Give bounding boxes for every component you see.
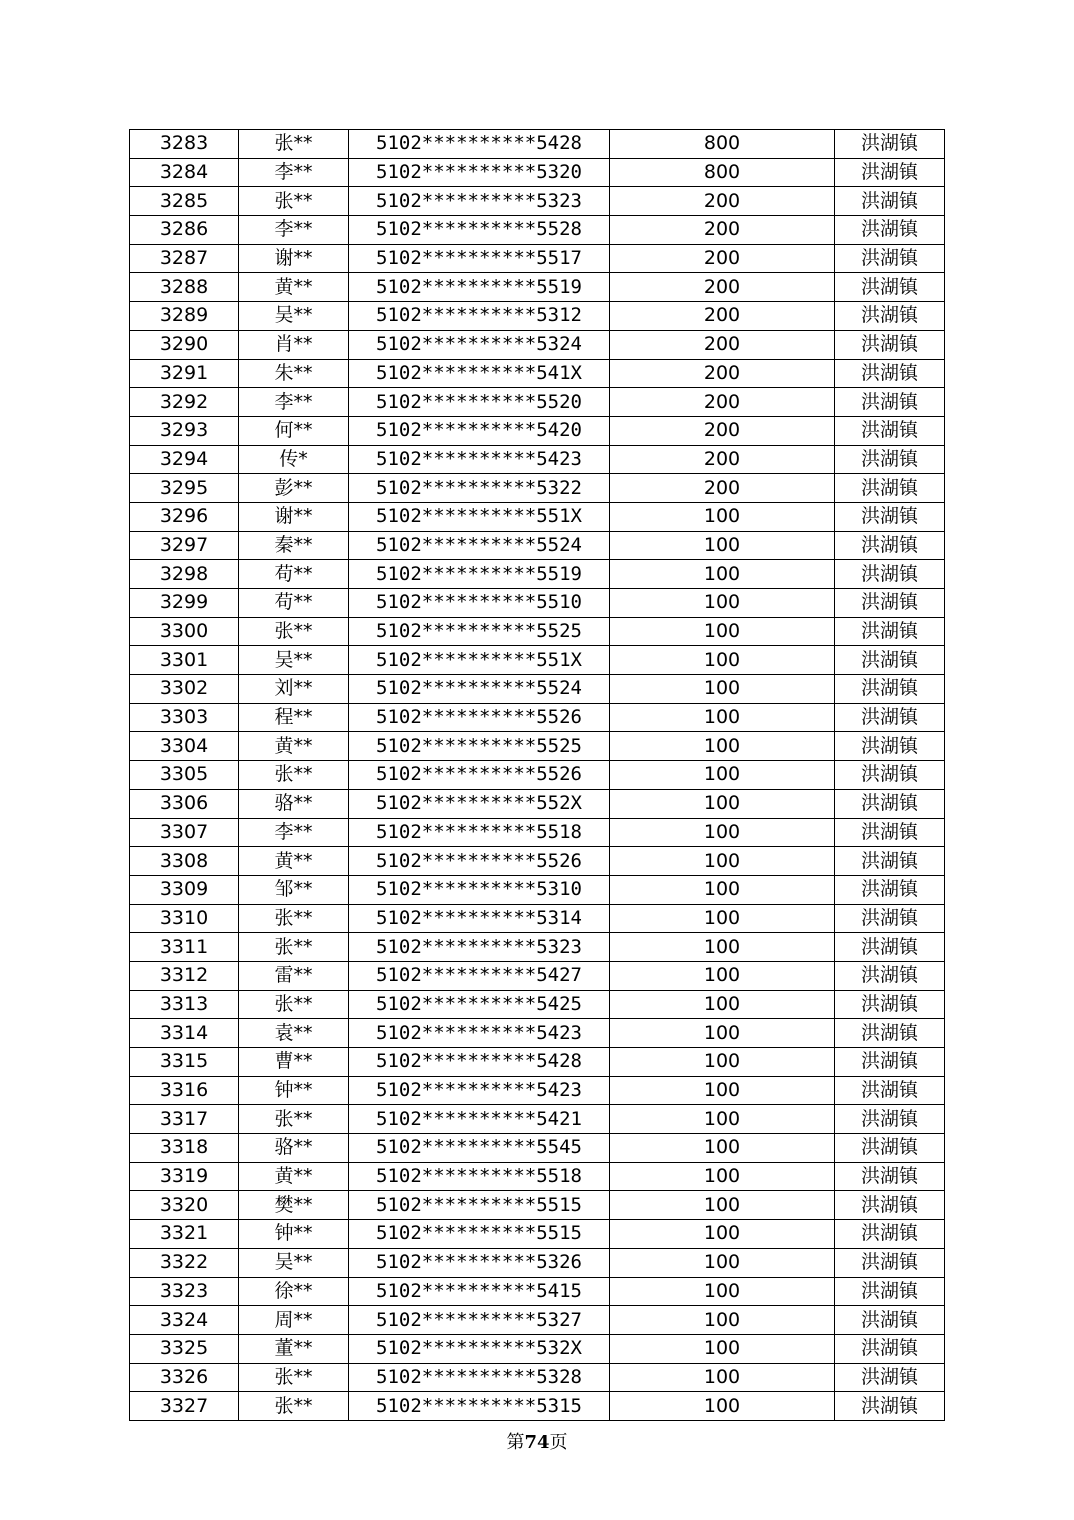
town-cell: 洪湖镇 (835, 158, 945, 187)
table-row (130, 1134, 945, 1163)
amount-cell: 100 (610, 646, 835, 675)
town-cell: 洪湖镇 (835, 502, 945, 531)
page-footer-suffix: 页 (549, 1432, 568, 1453)
serial-number-cell: 3298 (130, 560, 239, 589)
town-cell: 洪湖镇 (835, 244, 945, 273)
table-row (130, 617, 945, 646)
table-row (130, 961, 945, 990)
serial-number-cell: 3297 (130, 531, 239, 560)
amount-cell: 100 (610, 1019, 835, 1048)
town-cell: 洪湖镇 (835, 1019, 945, 1048)
town-cell: 洪湖镇 (835, 416, 945, 445)
amount-cell: 100 (610, 1134, 835, 1163)
town-cell: 洪湖镇 (835, 1191, 945, 1220)
id-number-cell: 5102**********5322 (349, 474, 610, 503)
id-number-cell: 5102**********5518 (349, 818, 610, 847)
id-number-cell: 5102**********5519 (349, 273, 610, 302)
id-number-cell: 5102**********5428 (349, 130, 610, 159)
name-cell: 董** (239, 1334, 349, 1363)
town-cell: 洪湖镇 (835, 445, 945, 474)
name-cell: 朱** (239, 359, 349, 388)
page-footer-prefix: 第 (506, 1432, 525, 1453)
serial-number-cell: 3309 (130, 875, 239, 904)
town-cell: 洪湖镇 (835, 1048, 945, 1077)
amount-cell: 100 (610, 703, 835, 732)
id-number-cell: 5102**********5320 (349, 158, 610, 187)
table-row (130, 933, 945, 962)
serial-number-cell: 3312 (130, 961, 239, 990)
name-cell: 李** (239, 158, 349, 187)
serial-number-cell: 3324 (130, 1306, 239, 1335)
name-cell: 刘** (239, 675, 349, 704)
town-cell: 洪湖镇 (835, 1334, 945, 1363)
id-number-cell: 5102**********5545 (349, 1134, 610, 1163)
serial-number-cell: 3292 (130, 388, 239, 417)
name-cell: 徐** (239, 1277, 349, 1306)
name-cell: 李** (239, 818, 349, 847)
id-number-cell: 5102**********5524 (349, 531, 610, 560)
serial-number-cell: 3306 (130, 789, 239, 818)
table-row (130, 388, 945, 417)
town-cell: 洪湖镇 (835, 675, 945, 704)
id-number-cell: 5102**********551X (349, 646, 610, 675)
amount-cell: 100 (610, 1334, 835, 1363)
id-number-cell: 5102**********5423 (349, 445, 610, 474)
name-cell: 张** (239, 187, 349, 216)
town-cell: 洪湖镇 (835, 187, 945, 216)
page-number: 74 (524, 1432, 550, 1453)
id-number-cell: 5102**********5510 (349, 589, 610, 618)
town-cell: 洪湖镇 (835, 904, 945, 933)
amount-cell: 100 (610, 990, 835, 1019)
id-number-cell: 5102**********5427 (349, 961, 610, 990)
id-number-cell: 5102**********5525 (349, 617, 610, 646)
id-number-cell: 5102**********5328 (349, 1363, 610, 1392)
amount-cell: 100 (610, 502, 835, 531)
name-cell: 袁** (239, 1019, 349, 1048)
town-cell: 洪湖镇 (835, 1306, 945, 1335)
town-cell: 洪湖镇 (835, 818, 945, 847)
id-number-cell: 5102**********5324 (349, 330, 610, 359)
serial-number-cell: 3301 (130, 646, 239, 675)
town-cell: 洪湖镇 (835, 216, 945, 245)
amount-cell: 100 (610, 1048, 835, 1077)
amount-cell: 100 (610, 1363, 835, 1392)
serial-number-cell: 3327 (130, 1392, 239, 1421)
table-row (130, 187, 945, 216)
town-cell: 洪湖镇 (835, 1392, 945, 1421)
table-row (130, 1334, 945, 1363)
town-cell: 洪湖镇 (835, 531, 945, 560)
serial-number-cell: 3315 (130, 1048, 239, 1077)
amount-cell: 100 (610, 1076, 835, 1105)
serial-number-cell: 3293 (130, 416, 239, 445)
name-cell: 程** (239, 703, 349, 732)
name-cell: 秦** (239, 531, 349, 560)
name-cell: 苟** (239, 560, 349, 589)
table-row (130, 216, 945, 245)
amount-cell: 100 (610, 1277, 835, 1306)
table-row (130, 1392, 945, 1421)
serial-number-cell: 3299 (130, 589, 239, 618)
table-row (130, 130, 945, 159)
serial-number-cell: 3300 (130, 617, 239, 646)
id-number-cell: 5102**********5519 (349, 560, 610, 589)
name-cell: 张** (239, 130, 349, 159)
town-cell: 洪湖镇 (835, 646, 945, 675)
amount-cell: 100 (610, 1248, 835, 1277)
name-cell: 李** (239, 216, 349, 245)
town-cell: 洪湖镇 (835, 1134, 945, 1163)
name-cell: 谢** (239, 502, 349, 531)
serial-number-cell: 3317 (130, 1105, 239, 1134)
id-number-cell: 5102**********5520 (349, 388, 610, 417)
table-row (130, 531, 945, 560)
id-number-cell: 5102**********5323 (349, 933, 610, 962)
id-number-cell: 5102**********5312 (349, 302, 610, 331)
name-cell: 张** (239, 761, 349, 790)
table-row (130, 675, 945, 704)
serial-number-cell: 3286 (130, 216, 239, 245)
name-cell: 雷** (239, 961, 349, 990)
name-cell: 张** (239, 1363, 349, 1392)
town-cell: 洪湖镇 (835, 961, 945, 990)
table-row (130, 330, 945, 359)
amount-cell: 100 (610, 1191, 835, 1220)
town-cell: 洪湖镇 (835, 1076, 945, 1105)
amount-cell: 200 (610, 445, 835, 474)
name-cell: 周** (239, 1306, 349, 1335)
id-number-cell: 5102**********5525 (349, 732, 610, 761)
serial-number-cell: 3284 (130, 158, 239, 187)
id-number-cell: 5102**********5323 (349, 187, 610, 216)
id-number-cell: 5102**********5421 (349, 1105, 610, 1134)
amount-cell: 100 (610, 847, 835, 876)
table-row (130, 416, 945, 445)
town-cell: 洪湖镇 (835, 474, 945, 503)
name-cell: 黄** (239, 273, 349, 302)
amount-cell: 200 (610, 330, 835, 359)
table-row (130, 1105, 945, 1134)
name-cell: 李** (239, 388, 349, 417)
amount-cell: 100 (610, 933, 835, 962)
serial-number-cell: 3288 (130, 273, 239, 302)
serial-number-cell: 3307 (130, 818, 239, 847)
town-cell: 洪湖镇 (835, 560, 945, 589)
id-number-cell: 5102**********5524 (349, 675, 610, 704)
table-row (130, 990, 945, 1019)
table-row (130, 244, 945, 273)
town-cell: 洪湖镇 (835, 130, 945, 159)
name-cell: 邹** (239, 875, 349, 904)
serial-number-cell: 3320 (130, 1191, 239, 1220)
id-number-cell: 5102**********5526 (349, 703, 610, 732)
id-number-cell: 5102**********5515 (349, 1191, 610, 1220)
amount-cell: 800 (610, 130, 835, 159)
name-cell: 樊** (239, 1191, 349, 1220)
amount-cell: 100 (610, 560, 835, 589)
serial-number-cell: 3322 (130, 1248, 239, 1277)
name-cell: 钟** (239, 1076, 349, 1105)
town-cell: 洪湖镇 (835, 388, 945, 417)
amount-cell: 100 (610, 961, 835, 990)
serial-number-cell: 3323 (130, 1277, 239, 1306)
table-row (130, 445, 945, 474)
id-number-cell: 5102**********541X (349, 359, 610, 388)
name-cell: 传* (239, 445, 349, 474)
id-number-cell: 5102**********5428 (349, 1048, 610, 1077)
table-row (130, 1048, 945, 1077)
town-cell: 洪湖镇 (835, 617, 945, 646)
town-cell: 洪湖镇 (835, 302, 945, 331)
name-cell: 彭** (239, 474, 349, 503)
id-number-cell: 5102**********5423 (349, 1019, 610, 1048)
amount-cell: 200 (610, 359, 835, 388)
table-row (130, 359, 945, 388)
id-number-cell: 5102**********5526 (349, 761, 610, 790)
page-footer (0, 1428, 1074, 1454)
serial-number-cell: 3296 (130, 502, 239, 531)
name-cell: 谢** (239, 244, 349, 273)
table-row (130, 589, 945, 618)
records-table-body (130, 130, 945, 1421)
amount-cell: 200 (610, 302, 835, 331)
amount-cell: 100 (610, 589, 835, 618)
town-cell: 洪湖镇 (835, 847, 945, 876)
table-row (130, 1220, 945, 1249)
name-cell: 吴** (239, 1248, 349, 1277)
town-cell: 洪湖镇 (835, 1363, 945, 1392)
id-number-cell: 5102**********5528 (349, 216, 610, 245)
serial-number-cell: 3294 (130, 445, 239, 474)
serial-number-cell: 3321 (130, 1220, 239, 1249)
serial-number-cell: 3283 (130, 130, 239, 159)
id-number-cell: 5102**********5425 (349, 990, 610, 1019)
amount-cell: 100 (610, 1392, 835, 1421)
table-row (130, 502, 945, 531)
amount-cell: 100 (610, 675, 835, 704)
amount-cell: 100 (610, 1105, 835, 1134)
table-row (130, 847, 945, 876)
amount-cell: 100 (610, 1306, 835, 1335)
table-row (130, 1306, 945, 1335)
table-row (130, 646, 945, 675)
town-cell: 洪湖镇 (835, 732, 945, 761)
serial-number-cell: 3303 (130, 703, 239, 732)
town-cell: 洪湖镇 (835, 1162, 945, 1191)
amount-cell: 200 (610, 273, 835, 302)
table-row (130, 875, 945, 904)
name-cell: 张** (239, 933, 349, 962)
serial-number-cell: 3308 (130, 847, 239, 876)
table-row (130, 703, 945, 732)
serial-number-cell: 3287 (130, 244, 239, 273)
name-cell: 何** (239, 416, 349, 445)
table-row (130, 1019, 945, 1048)
id-number-cell: 5102**********5327 (349, 1306, 610, 1335)
serial-number-cell: 3319 (130, 1162, 239, 1191)
town-cell: 洪湖镇 (835, 761, 945, 790)
amount-cell: 100 (610, 531, 835, 560)
table-row (130, 560, 945, 589)
amount-cell: 200 (610, 474, 835, 503)
amount-cell: 100 (610, 1162, 835, 1191)
id-number-cell: 5102**********551X (349, 502, 610, 531)
table-row (130, 1277, 945, 1306)
name-cell: 黄** (239, 847, 349, 876)
town-cell: 洪湖镇 (835, 1248, 945, 1277)
amount-cell: 800 (610, 158, 835, 187)
amount-cell: 200 (610, 388, 835, 417)
amount-cell: 100 (610, 732, 835, 761)
table-row (130, 818, 945, 847)
name-cell: 张** (239, 904, 349, 933)
table-row (130, 474, 945, 503)
name-cell: 张** (239, 617, 349, 646)
table-row (130, 732, 945, 761)
id-number-cell: 5102**********5518 (349, 1162, 610, 1191)
id-number-cell: 5102**********5326 (349, 1248, 610, 1277)
table-row (130, 761, 945, 790)
id-number-cell: 5102**********532X (349, 1334, 610, 1363)
table-row (130, 904, 945, 933)
serial-number-cell: 3314 (130, 1019, 239, 1048)
town-cell: 洪湖镇 (835, 1277, 945, 1306)
serial-number-cell: 3316 (130, 1076, 239, 1105)
name-cell: 黄** (239, 732, 349, 761)
serial-number-cell: 3318 (130, 1134, 239, 1163)
town-cell: 洪湖镇 (835, 1105, 945, 1134)
amount-cell: 200 (610, 244, 835, 273)
amount-cell: 200 (610, 416, 835, 445)
serial-number-cell: 3326 (130, 1363, 239, 1392)
id-number-cell: 5102**********5310 (349, 875, 610, 904)
name-cell: 黄** (239, 1162, 349, 1191)
amount-cell: 100 (610, 789, 835, 818)
id-number-cell: 5102**********5526 (349, 847, 610, 876)
id-number-cell: 5102**********5314 (349, 904, 610, 933)
name-cell: 张** (239, 990, 349, 1019)
id-number-cell: 5102**********5420 (349, 416, 610, 445)
town-cell: 洪湖镇 (835, 789, 945, 818)
serial-number-cell: 3295 (130, 474, 239, 503)
id-number-cell: 5102**********5517 (349, 244, 610, 273)
serial-number-cell: 3325 (130, 1334, 239, 1363)
id-number-cell: 5102**********5315 (349, 1392, 610, 1421)
table-row (130, 273, 945, 302)
town-cell: 洪湖镇 (835, 273, 945, 302)
serial-number-cell: 3289 (130, 302, 239, 331)
name-cell: 张** (239, 1392, 349, 1421)
amount-cell: 200 (610, 216, 835, 245)
name-cell: 钟** (239, 1220, 349, 1249)
town-cell: 洪湖镇 (835, 990, 945, 1019)
town-cell: 洪湖镇 (835, 589, 945, 618)
name-cell: 骆** (239, 1134, 349, 1163)
amount-cell: 100 (610, 875, 835, 904)
serial-number-cell: 3290 (130, 330, 239, 359)
serial-number-cell: 3310 (130, 904, 239, 933)
id-number-cell: 5102**********5515 (349, 1220, 610, 1249)
id-number-cell: 5102**********552X (349, 789, 610, 818)
name-cell: 肖** (239, 330, 349, 359)
table-row (130, 789, 945, 818)
name-cell: 曹** (239, 1048, 349, 1077)
name-cell: 吴** (239, 302, 349, 331)
serial-number-cell: 3304 (130, 732, 239, 761)
table-row (130, 1248, 945, 1277)
amount-cell: 100 (610, 761, 835, 790)
id-number-cell: 5102**********5415 (349, 1277, 610, 1306)
amount-cell: 200 (610, 187, 835, 216)
serial-number-cell: 3313 (130, 990, 239, 1019)
amount-cell: 100 (610, 617, 835, 646)
name-cell: 吴** (239, 646, 349, 675)
table-row (130, 158, 945, 187)
id-number-cell: 5102**********5423 (349, 1076, 610, 1105)
table-row (130, 1363, 945, 1392)
table-row (130, 302, 945, 331)
serial-number-cell: 3291 (130, 359, 239, 388)
town-cell: 洪湖镇 (835, 330, 945, 359)
town-cell: 洪湖镇 (835, 359, 945, 388)
records-table (129, 129, 945, 1421)
serial-number-cell: 3305 (130, 761, 239, 790)
table-row (130, 1076, 945, 1105)
town-cell: 洪湖镇 (835, 933, 945, 962)
serial-number-cell: 3311 (130, 933, 239, 962)
table-row (130, 1162, 945, 1191)
amount-cell: 100 (610, 904, 835, 933)
town-cell: 洪湖镇 (835, 875, 945, 904)
serial-number-cell: 3302 (130, 675, 239, 704)
town-cell: 洪湖镇 (835, 703, 945, 732)
table-row (130, 1191, 945, 1220)
name-cell: 苟** (239, 589, 349, 618)
town-cell: 洪湖镇 (835, 1220, 945, 1249)
name-cell: 骆** (239, 789, 349, 818)
name-cell: 张** (239, 1105, 349, 1134)
amount-cell: 100 (610, 1220, 835, 1249)
amount-cell: 100 (610, 818, 835, 847)
serial-number-cell: 3285 (130, 187, 239, 216)
